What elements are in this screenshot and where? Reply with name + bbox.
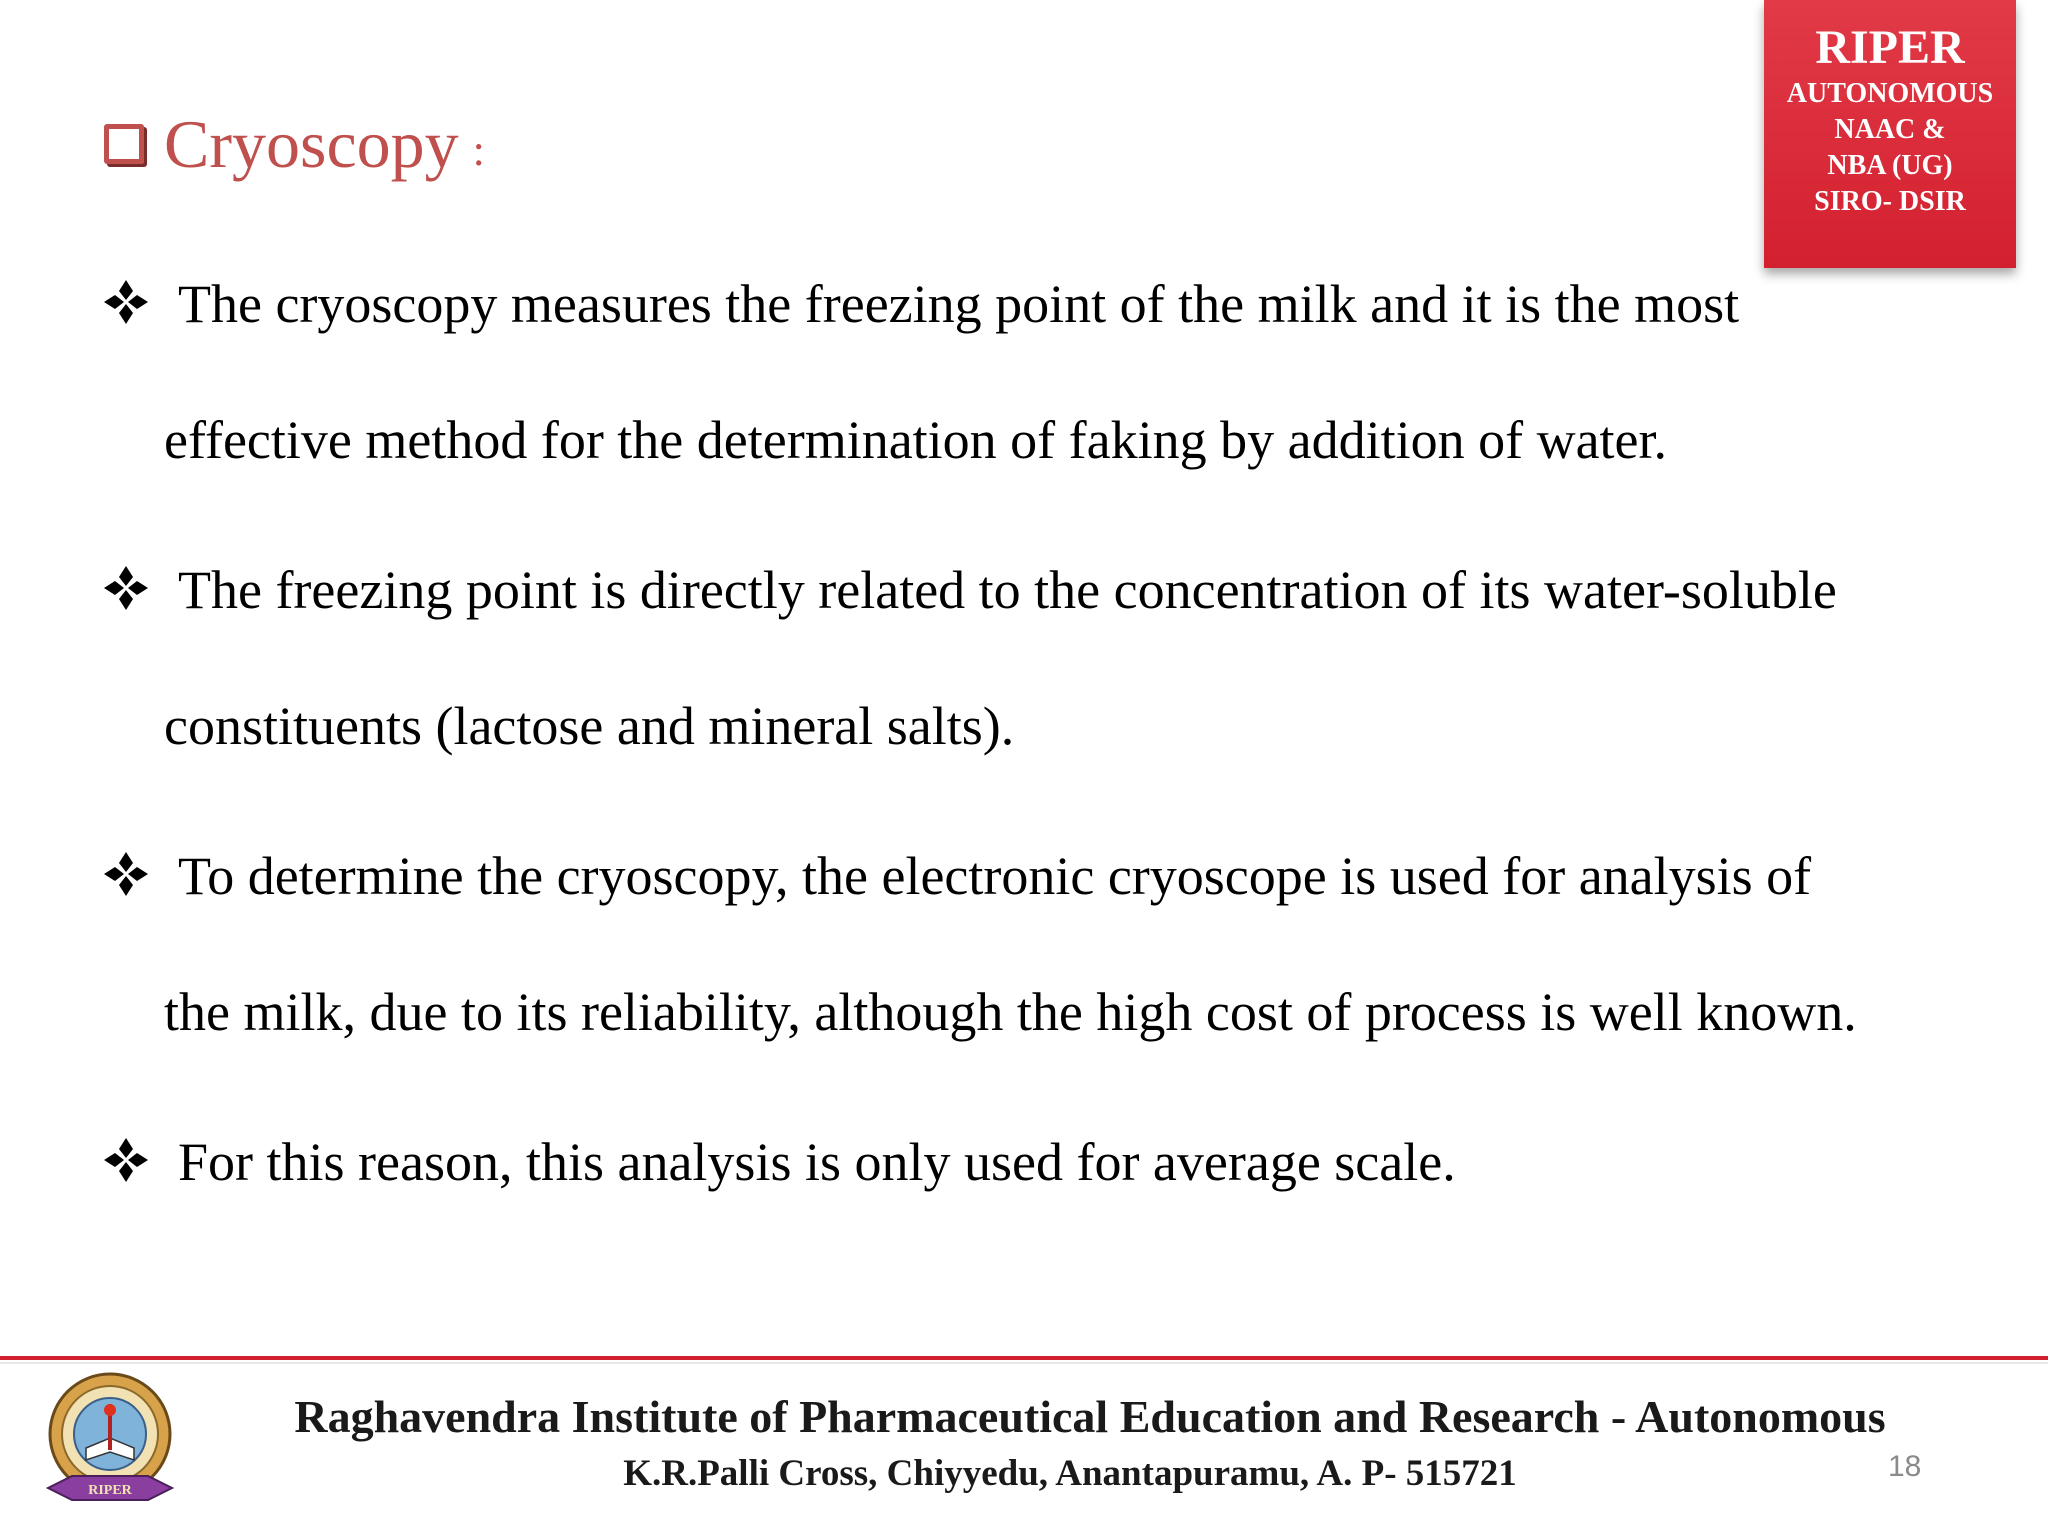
institution-logo (40, 1368, 188, 1524)
title-colon: : (472, 125, 485, 175)
title-text: Cryoscopy (164, 105, 459, 182)
bullet-item (104, 1094, 1984, 1230)
institution-name: Raghavendra Institute of Pharmaceutical Education and Research - Autonomous (294, 1391, 1886, 1442)
bullet-text-line1: To determine the cryoscopy, the electronic cryoscope is used for analysis of (178, 846, 1812, 906)
logo-ribbon-text: RIPER (88, 1483, 132, 1498)
page-number: 18 (1888, 1450, 1922, 1483)
badge-line-naac: NAAC & (1834, 114, 1946, 145)
badge-line-siro: SIRO- DSIR (1814, 186, 1966, 217)
bullet-text-line2: effective method for the determination of faking by addition of water. (164, 410, 1668, 470)
bullet-text-line2: the milk, due to its reliability, although the high cost of process is well known. (164, 982, 1857, 1042)
diamond-bullet-icon (104, 1094, 152, 1230)
bullet-text-line1: The cryoscopy measures the freezing point of the milk and it is the most (178, 274, 1740, 334)
slide-title (104, 104, 485, 184)
diamond-bullet-icon (104, 808, 152, 944)
footer-divider-shadow (0, 1362, 2048, 1364)
badge-title: RIPER (1815, 21, 1965, 74)
institution-address: K.R.Palli Cross, Chiyyedu, Anantapuramu, A. P- 515721 (623, 1453, 1517, 1494)
checkbox-bullet-icon (104, 124, 144, 164)
bullet-item (104, 236, 1984, 508)
bullet-text-line1: The freezing point is directly related to the concentration of its water-soluble (178, 560, 1837, 620)
bullet-item (104, 808, 1984, 1080)
footer-divider (0, 1356, 2048, 1360)
badge-line-nba: NBA (UG) (1827, 150, 1953, 181)
diamond-bullet-icon (104, 522, 152, 658)
bullet-text-line1: For this reason, this analysis is only used for average scale. (178, 1132, 1456, 1192)
diamond-bullet-icon (104, 236, 152, 372)
accreditation-badge (1764, 0, 2016, 268)
badge-line-autonomous: AUTONOMOUS (1786, 78, 1994, 109)
bullet-text-line2: constituents (lactose and mineral salts). (164, 696, 1015, 756)
bullet-item (104, 522, 1984, 794)
